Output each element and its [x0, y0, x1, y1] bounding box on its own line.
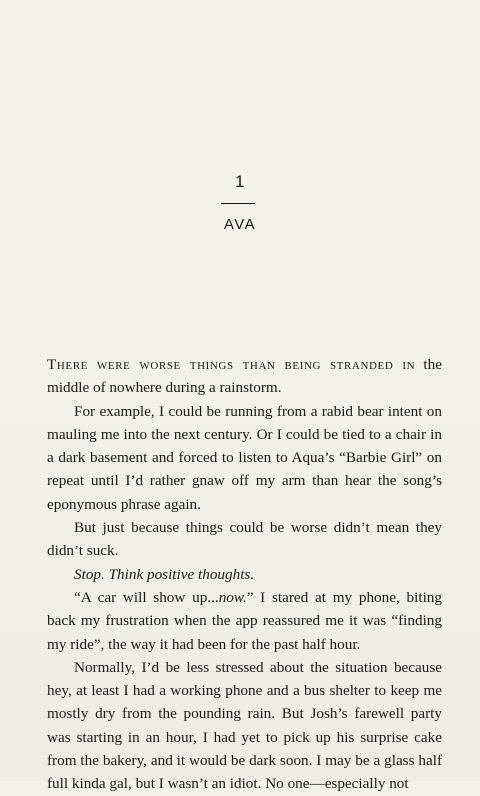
paragraph-5-text-a: “A car will show up...	[74, 588, 219, 606]
paragraph-4	[47, 563, 442, 586]
opening-smallcaps: There were worse things than being stranded in	[47, 356, 416, 373]
paragraph-1-text: the middle of nowhere during a rainstorm.	[47, 356, 442, 397]
paragraph-1	[47, 353, 442, 400]
chapter-number: 1	[235, 172, 245, 191]
paragraph-5-text-b: ” I stared at my phone, biting back my frustration when the app reassured me it was “finding my ride”, the way it had been for the past half hour.	[47, 588, 442, 653]
paragraph-6: Normally, I’d be less stressed about the situation because hey, at least I had a working phone and a bus shelter to keep me mostly dry from the pounding rain. But Josh’s farewell party was starting in an hour, I had yet to pick up his surprise cake from the bakery, and it would be dark soon. I may be a glass half full kinda gal, but I wasn’t an idiot. No one—especially not	[47, 658, 442, 793]
chapter-title: AVA	[223, 216, 257, 233]
paragraph-2: For example, I could be running from a rabid bear intent on mauling me into the next century. Or I could be tied to a chair in a dark basement and forced to listen to Aqua’s “Barbie Girl” on repeat until I’d rather gnaw off my arm than hear the song’s eponymous phrase again.	[47, 402, 442, 513]
paragraph-3: But just because things could be worse didn’t mean they didn’t suck.	[47, 519, 442, 560]
chapter-body	[47, 353, 442, 796]
paragraph-4-italic: Stop. Think positive thoughts.	[74, 565, 255, 583]
paragraph-5-italic: now.	[218, 588, 247, 606]
chapter-divider	[221, 203, 255, 204]
paragraph-5	[47, 586, 442, 656]
